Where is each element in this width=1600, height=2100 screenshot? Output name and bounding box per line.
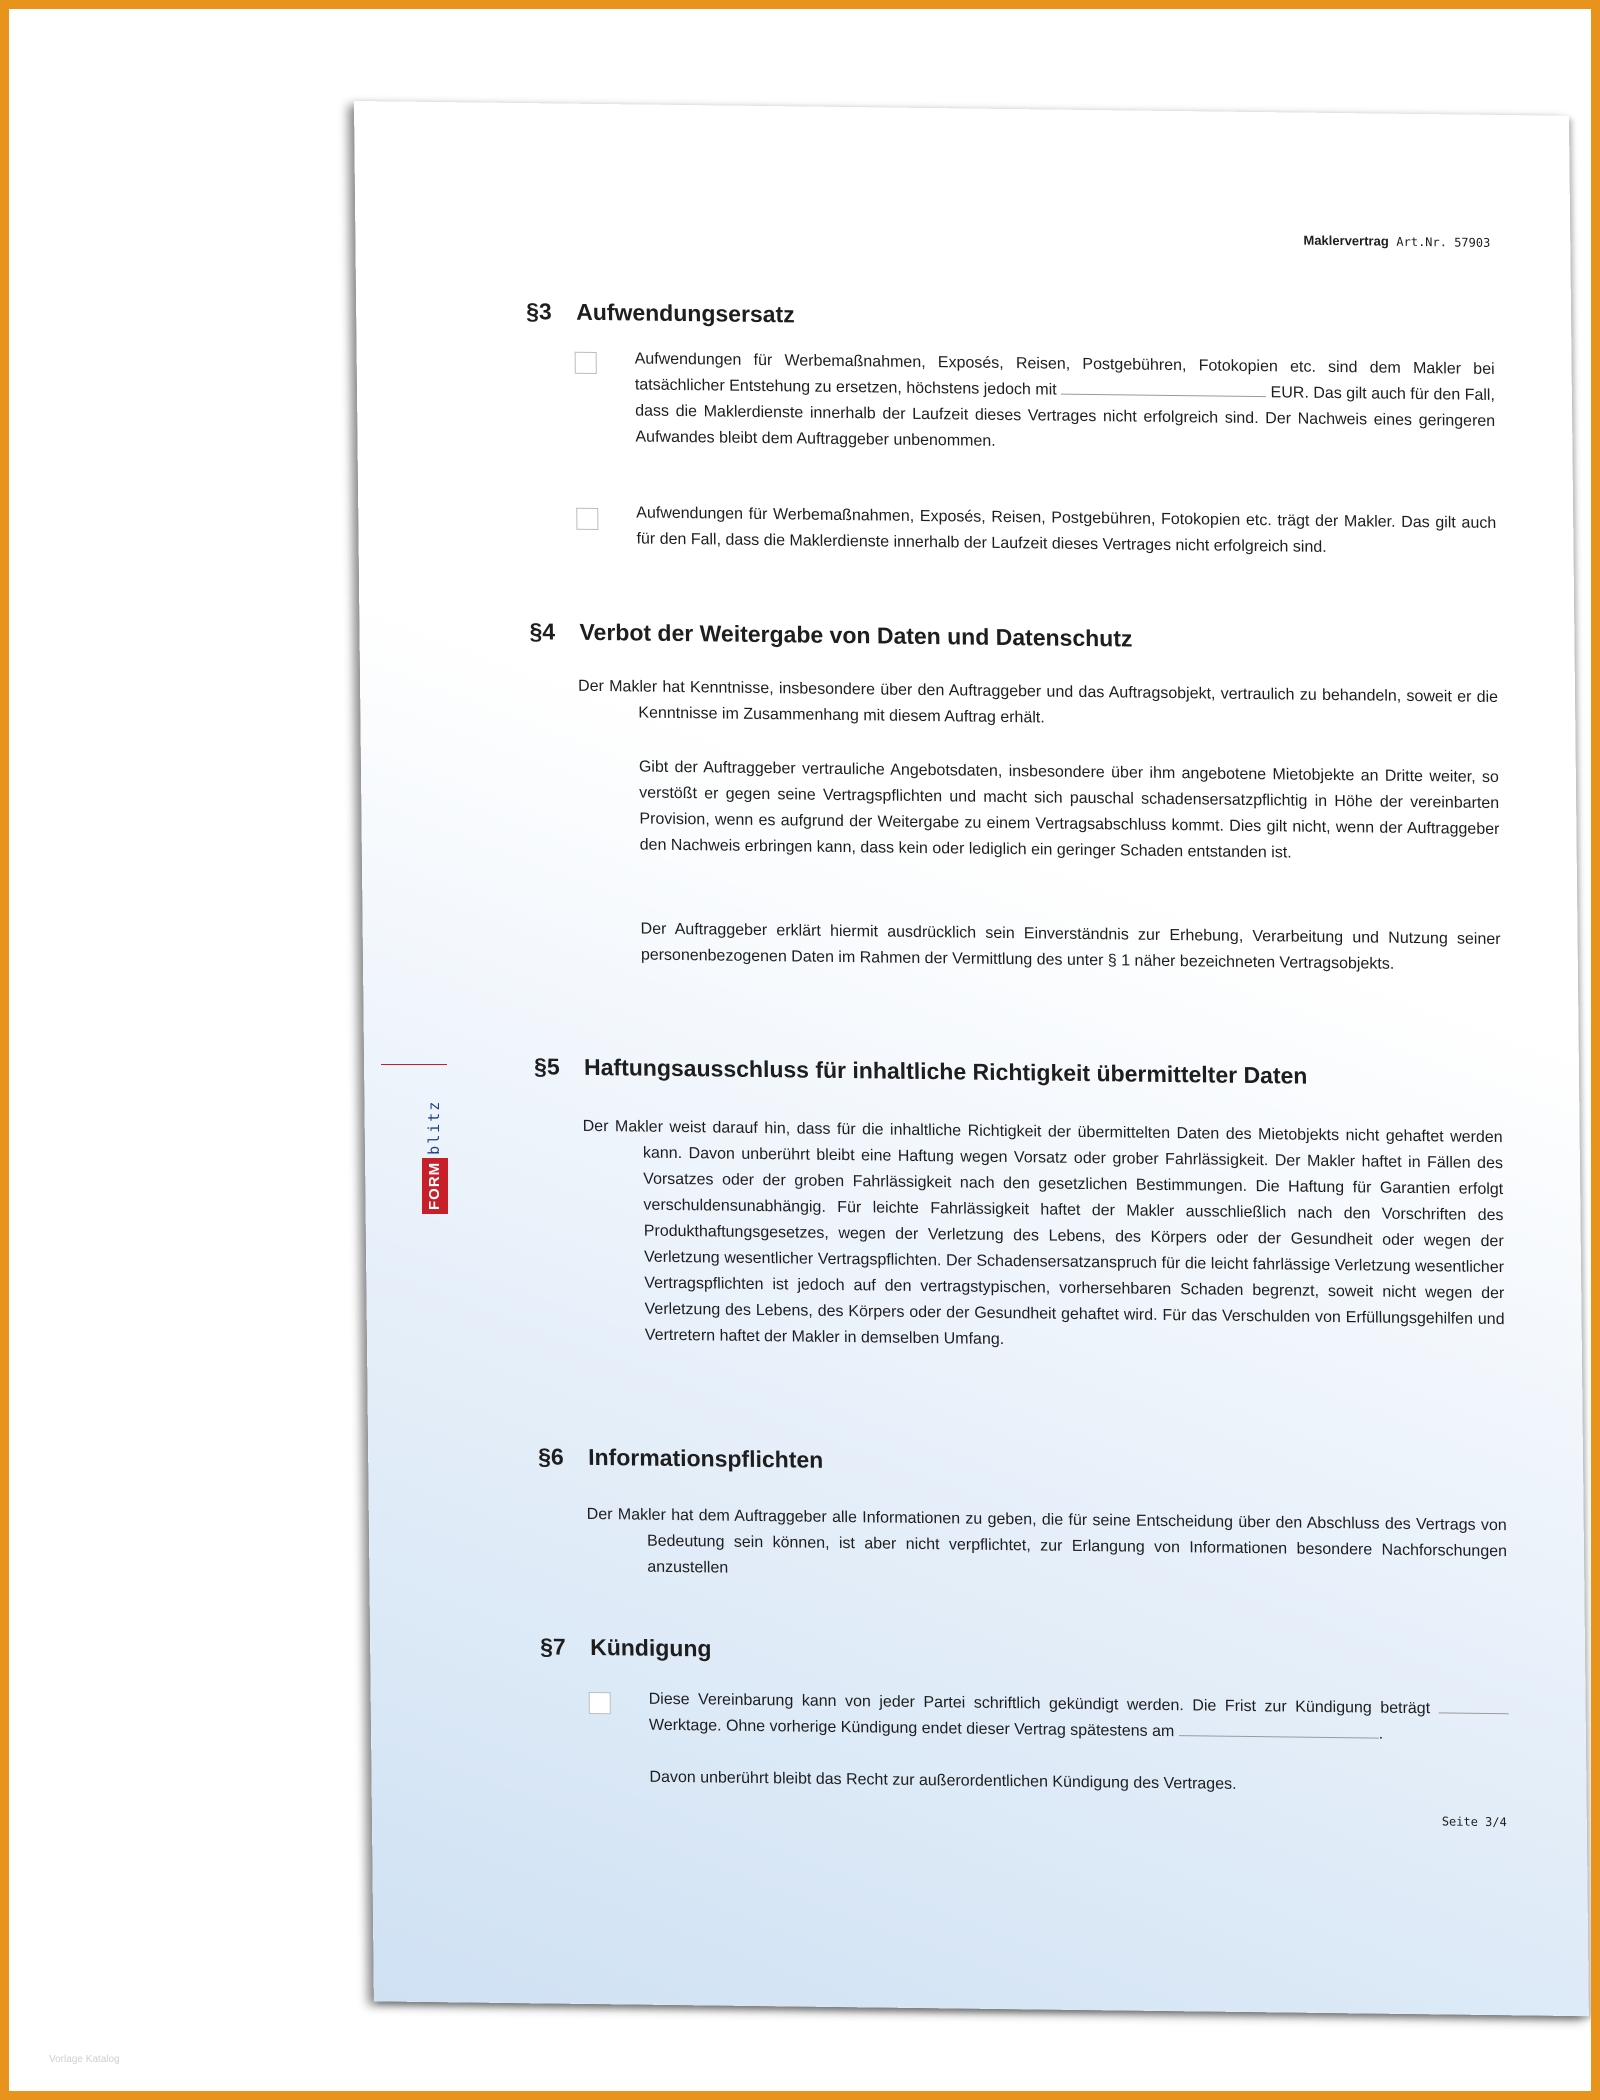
section-3-option-2-text: Aufwendungen für Werbemaßnahmen, Exposés, Reisen, Postgebühren, Fotokopien etc. trägt der Makler. Das gilt auch für den Fall, dass die Maklerdienste innerhalb der Laufzeit dieses Vertrages nicht erfolgreich sind. — [636, 504, 1497, 556]
section-3-option-1-text — [635, 346, 1496, 461]
section-7-paragraph-1 — [649, 1687, 1509, 1750]
end-date-blank[interactable] — [1179, 1719, 1379, 1738]
section-4-paragraph-3: Der Auftraggeber erklärt hiermit ausdrücklich sein Einverständnis zur Erhebung, Verarbeitung und Nutzung seiner personenbezogenen Daten im Rahmen der Vermittlung des unter § 1 näher bezeichneten Vertragsobjekts. — [640, 920, 1501, 973]
document-title: Maklervertrag — [1303, 232, 1389, 249]
notice-days-blank[interactable] — [1439, 1696, 1509, 1714]
section-6-paragraph-1: Der Makler hat dem Auftraggeber alle Informationen zu geben, die für seine Entscheidung über den Abschluss des Vertrags von Bedeutung sein können, ist aber nicht verpflichtet, zur Erlangung von Informationen besondere Nachforschungen anzustellen — [586, 1505, 1508, 1577]
section-4-paragraph-1: Der Makler hat Kenntnisse, insbesondere über den Auftraggeber und das Auftragsobjekt, vertraulich zu behandeln, soweit er die Kenntnisse im Zusammenhang mit diesem Auftrag erhält. — [577, 677, 1499, 727]
section-6-number: §6 — [538, 1443, 564, 1470]
section-3-option-1-pre: Aufwendungen für Werbemaßnahmen, Exposés, Reisen, Postgebühren, Fotokopien etc. sind dem Makler bei tatsächlicher Entstehung zu ersetzen, höchstens jedoch mit — [634, 350, 1495, 399]
section-3-heading — [526, 298, 795, 328]
section-5-paragraph-1: Der Makler weist darauf hin, dass für die inhaltliche Richtigkeit der übermittelten Daten des Mietobjekts nicht gehaftet werden kann. Davon unberührt bleibt eine Haftung wegen Vorsatz oder grober Fahrlässigkeit. Der Makler haftet in Fällen des Vorsatzes oder der groben Fahrlässigkeit nach den gesetzlichen Bestimmungen. Die Haftung für Garantien erfolgt verschuldensunabhängig. Für leichte Fahrlässigkeit haftet der Makler ausschließlich nach den Vorschriften des Produkthaftungsgesetzes, wegen der Verletzung des Lebens, des Körpers oder der Gesundheit oder wegen der Verletzung wesentlicher Vertragspflichten. Der Schadensersatzanspruch für die leicht fahrlässige Verletzung wesentlicher Vertragspflichten ist jedoch auf den vertragstypischen, vorhersehbaren Schaden begrenzt, soweit nicht wegen der Verletzung des Lebens, des Körpers oder der Gesundheit gehaftet wird. Für das Verschulden von Erfüllungsgehilfen und Vertretern haftet der Makler in demselben Umfang. — [582, 1117, 1505, 1349]
section-7-paragraph-2: Davon unberührt bleibt das Recht zur außerordentlichen Kündigung des Vertrages. — [649, 1768, 1237, 1793]
section-3-option-1-checkbox[interactable] — [575, 352, 597, 374]
logo-blitz: blitz — [425, 1099, 443, 1155]
section-4-paragraph-2: Gibt der Auftraggeber vertrauliche Angebotsdaten, insbesondere über ihm angebotene Mietobjekte an Dritte weiter, so verstößt er gegen seine Vertragspflichten und macht sich pauschal schadensersatzpflichtig in Höhe der vereinbarten Provision, wenn es aufgrund der Weitergabe zu einem Vertragsabschluss kommt. Dies gilt nicht, wenn der Auftraggeber den Nachweis erbringen kann, dass kein oder lediglich ein geringer Schaden entstanden ist. — [638, 758, 1500, 862]
section-5-title: Haftungsausschluss für inhaltliche Richtigkeit übermittelter Daten — [583, 1053, 1308, 1089]
section-6-heading — [538, 1443, 823, 1473]
watermark-text: Vorlage Katalog — [49, 2054, 120, 2065]
logo-form: FORM — [422, 1158, 448, 1214]
section-3-option-1-post: EUR. Das gilt auch für den Fall, dass die Maklerdienste innerhalb der Laufzeit dieses Vertrages nicht erfolgreich sind. Der Nachweis eines geringeren Aufwandes bleibt dem Auftraggeber unbenommen. — [635, 384, 1496, 450]
section-7-title: Kündigung — [590, 1633, 712, 1662]
section-7-paragraph-1-pre: Diese Vereinbarung kann von jeder Partei schriftlich gekündigt werden. Die Frist zur Kündigung beträgt — [648, 1690, 1431, 1718]
section-4-number: §4 — [529, 618, 556, 645]
document-page — [354, 101, 1589, 2016]
max-amount-blank[interactable] — [1061, 378, 1266, 398]
section-5-number: §5 — [533, 1053, 560, 1080]
section-3-number: §3 — [526, 298, 552, 325]
article-number: Art.Nr. 57903 — [1396, 234, 1491, 250]
section-7-paragraph-1-mid: Werktage. Ohne vorherige Kündigung endet dieser Vertrag spätestens am — [648, 1716, 1175, 1741]
section-7-checkbox[interactable] — [589, 1692, 611, 1714]
formblitz-logo — [421, 1064, 447, 1214]
section-7-heading — [540, 1633, 712, 1662]
document-header — [1303, 233, 1490, 250]
section-7-paragraph-1-post: . — [1378, 1725, 1384, 1743]
section-7-number: §7 — [540, 1633, 566, 1660]
section-4-title: Verbot der Weitergabe von Daten und Datenschutz — [579, 618, 1133, 652]
page-number: Seite 3/4 — [1441, 1814, 1507, 1830]
section-5-heading — [534, 1053, 1308, 1089]
section-3-option-2-checkbox[interactable] — [576, 508, 598, 530]
section-6-title: Informationspflichten — [588, 1443, 824, 1473]
section-4-heading — [529, 618, 1132, 652]
section-3-title: Aufwendungsersatz — [576, 298, 795, 328]
